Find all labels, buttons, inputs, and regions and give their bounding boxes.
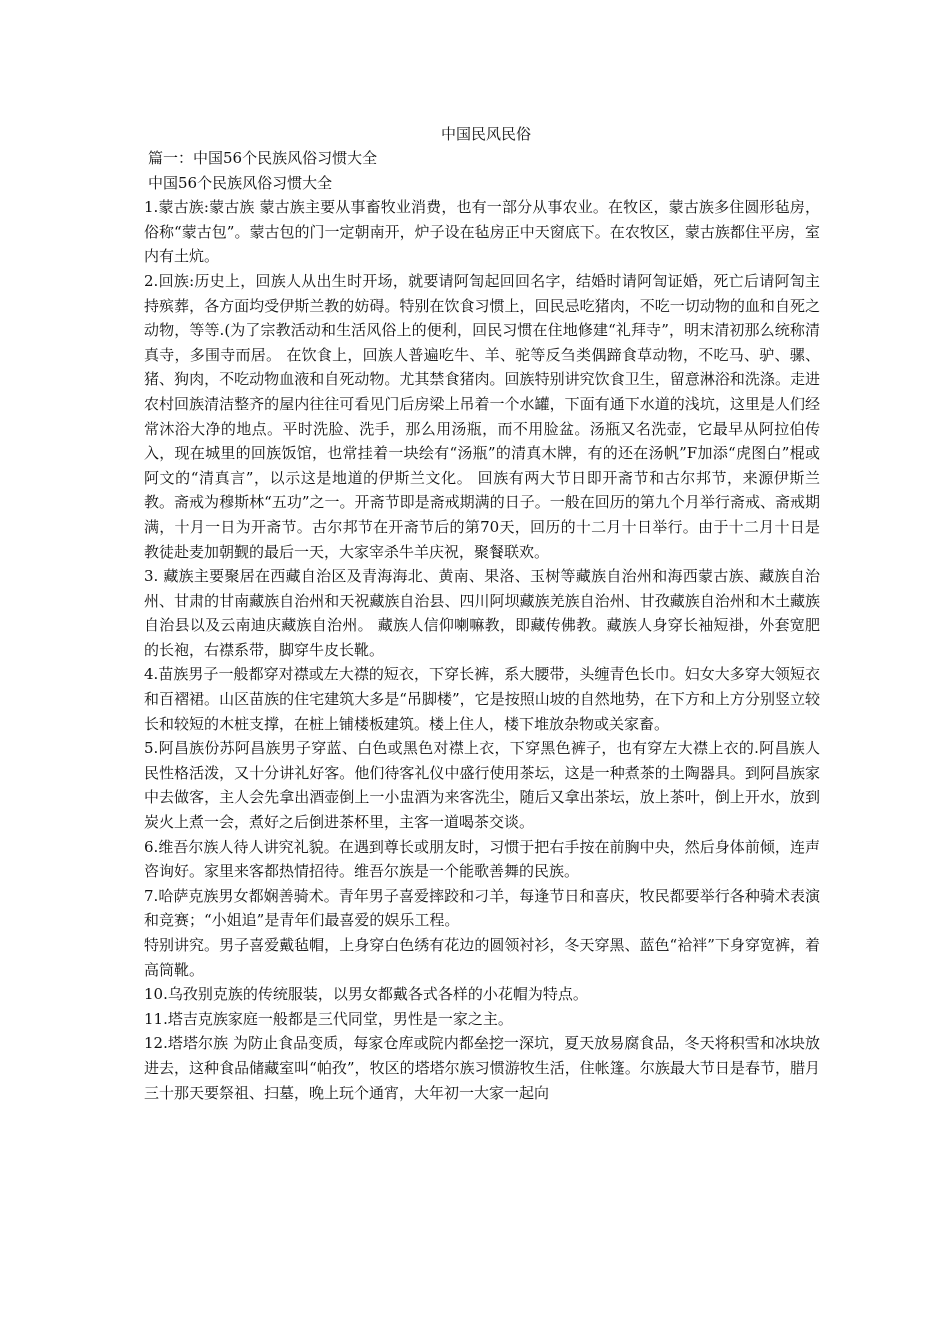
paragraph-achang: 5.阿昌族份苏阿昌族男子穿蓝、白色或黑色对襟上衣，下穿黑色裤子，也有穿左大襟上衣的.阿昌族人民性格活泼，又十分讲礼好客。他们待客礼仪中盛行使用茶坛，这是一种煮茶的土陶器具。到阿昌族家中去做客，主人会先拿出酒壶倒上一小盅酒为来客洗尘，随后又拿出茶坛，放上茶叶，倒上开水，放到炭火上煮一会，煮好之后倒进茶杯里，主客一道喝茶交谈。	[144, 739, 820, 832]
section-subheading: 中国56个民族风俗习惯大全	[148, 173, 333, 192]
page-title: 中国民风民俗	[440, 125, 531, 143]
paragraph-kazakh: 7.哈萨克族男女都娴善骑术。青年男子喜爱摔跤和刁羊，每逢节日和喜庆，牧民都要举行各种骑术表演和竞赛；“小姐追”是青年们最喜爱的娱乐工程。	[144, 886, 820, 930]
document-body	[144, 122, 820, 1105]
paragraph-tajik: 11.塔吉克族家庭一般都是三代同堂，男性是一家之主。	[144, 1009, 513, 1028]
paragraph-hui: 2.回族:历史上，回族人从出生时开场，就要请阿訇起回回名字，结婚时请阿訇证婚，死亡后请阿訇主持殡葬，各方面均受伊斯兰教的妨碍。特别在饮食习惯上，回民忌吃猪肉，不吃一切动物的血和自死之动物，等等.(为了宗教活动和生活风俗上的便利，回民习惯在住地修建“礼拜寺”，明末清初那么统称清真寺，多围寺而居。 在饮食上，回族人普遍吃牛、羊、驼等反刍类偶蹄食草动物，不吃马、驴、骡、猪、狗肉，不吃动物血液和自死动物。尤其禁食猪肉。回族特别讲究饮食卫生，留意淋浴和洗涤。走进农村回族清洁整齐的屋内往往可看见门后房梁上吊着一个水罐，下面有通下水道的浅坑，这里是人们经常沐浴大净的地点。平时洗脸、洗手，那么用汤瓶，而不用脸盆。汤瓶又名洗壶，它最早从阿拉伯传入，现在城里的回族饭馆，也常挂着一块绘有“汤瓶”的清真木牌，有的还在汤帆”F加添“虎图白”棍或阿文的“清真言”，以示这是地道的伊斯兰文化。 回族有两大节日即开斋节和古尔邦节，来源伊斯兰教。斋戒为穆斯林“五功”之一。开斋节即是斋戒期满的日子。一般在回历的第九个月举行斋戒、斋戒期满，十月一日为开斋节。古尔邦节在开斋节后的第70天，回历的十二月十日举行。由于十二月十日是教徒赴麦加朝觐的最后一天，大家宰杀牛羊庆祝，聚餐联欢。	[144, 271, 820, 561]
paragraph-uyghur: 6.维吾尔族人待人讲究礼貌。在遇到尊长或朋友时，习惯于把右手按在前胸中央，然后身体前倾，连声咨询好。家里来客都热情招待。维吾尔族是一个能歌善舞的民族。	[144, 837, 820, 881]
paragraph-tibetan: 3. 藏族主要聚居在西藏自治区及青海海北、黄南、果洛、玉树等藏族自治州和海西蒙古族、藏族自治州、甘肃的甘南藏族自治州和天祝藏族自治县、四川阿坝藏族羌族自治州、甘孜藏族自治州和木土藏族自治县以及云南迪庆藏族自治州。 藏族人信仰喇嘛教，即藏传佛教。藏族人身穿长袖短褂，外套宽肥的长袍，右襟系带，脚穿牛皮长靴。	[144, 567, 820, 659]
paragraph-mongol: 1.蒙古族:蒙古族 蒙古族主要从事畜牧业消费，也有一部分从事农业。在牧区，蒙古族多住圆形毡房，俗称“蒙古包”。蒙古包的门一定朝南开，炉子设在毡房正中天窗底下。在农牧区，蒙古族都住平房，室内有土炕。	[144, 198, 820, 266]
paragraph-clothing: 特别讲究。男子喜爱戴毡帽，上身穿白色绣有花边的圆领衬衫，冬天穿黑、蓝色“袷袢”下身穿宽裤，着高筒靴。	[144, 936, 820, 979]
paragraph-uzbek: 10.乌孜别克族的传统服装，以男女都戴各式各样的小花帽为特点。	[144, 985, 588, 1004]
paragraph-miao: 4.苗族男子一般都穿对襟或左大襟的短衣，下穿长裤，系大腰带，头缠青色长巾。妇女大多穿大领短衣和百褶裙。山区苗族的住宅建筑大多是“吊脚楼”，它是按照山坡的自然地势，在下方和上方分别竖立较长和较短的木桩支撑，在桩上铺楼板建筑。楼上住人，楼下堆放杂物或关家畜。	[144, 665, 820, 733]
section-heading: 篇一：中国56个民族风俗习惯大全	[148, 149, 378, 167]
paragraph-tatar: 12.塔塔尔族 为防止食品变质，每家仓库或院内都垒挖一深坑，夏天放易腐食品，冬天将积雪和冰块放进去，这种食品储藏室叫“帕孜”，牧区的塔塔尔族习惯游牧生活，住帐篷。尔族最大节日是春节，腊月三十那天要祭祖、扫墓，晚上玩个通宵，大年初一大家一起向	[144, 1034, 820, 1102]
